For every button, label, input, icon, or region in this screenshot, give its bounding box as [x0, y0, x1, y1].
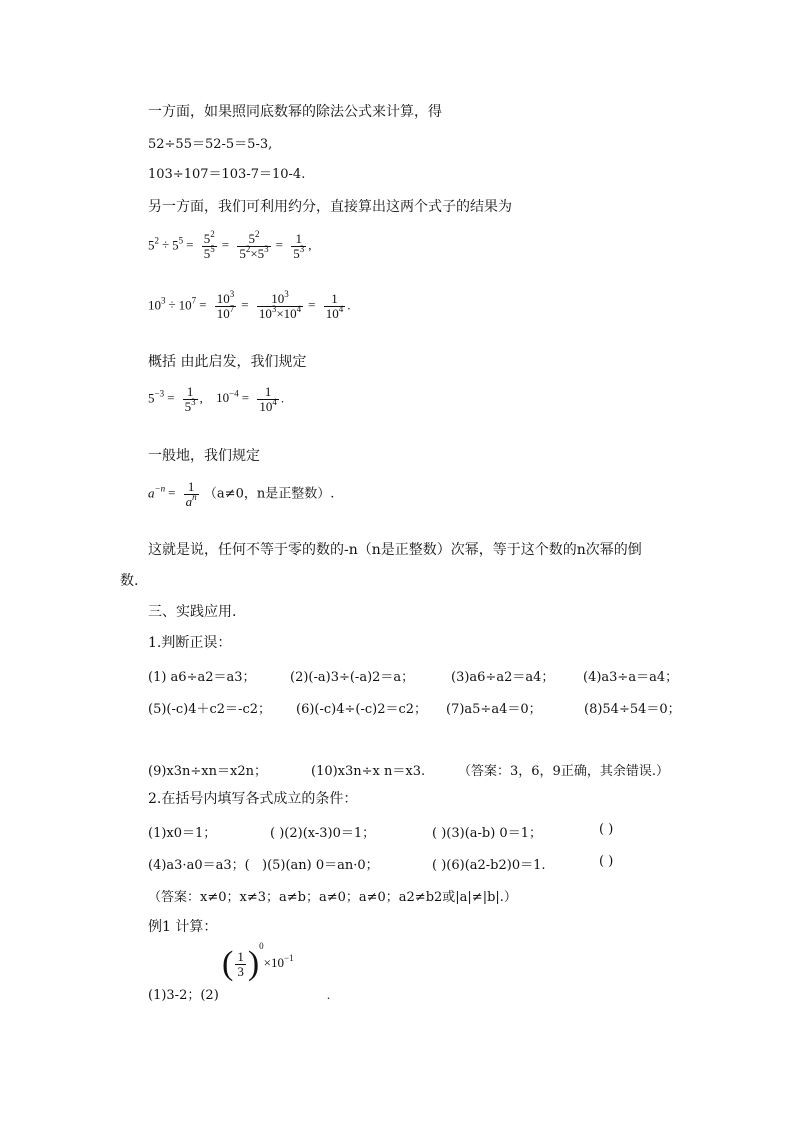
text-line-7b: 数. — [120, 573, 139, 589]
text-line-7a: 这就是说，任何不等于零的数的-n（n是正整数）次幂，等于这个数的n次幂的倒 — [148, 542, 642, 558]
formula-10-power-division: $10^3 \div 10^7$ = $\frac{10^3}{10^7}$ = $\frac{10^3}{10^3\times 10^4}$ = $\frac{1}{10^4}$ . — [148, 289, 351, 321]
q2-row1-a: (1)x0＝1； — [148, 826, 217, 841]
q1-item-9: (9)x3n÷xn＝x2n； — [148, 764, 267, 779]
text-line-4: 另一方面，我们可利用约分，直接算出这两个式子的结果为 — [148, 199, 512, 215]
q2-row2-b: )(5)(an) 0＝an·0； — [262, 858, 379, 873]
q1-item-5: (5)(-c)4＋c2＝-c2； — [148, 702, 271, 717]
text-line-3: 103÷107＝103-7＝10-4. — [148, 167, 306, 182]
q1-item-6: (6)(-c)4÷(-c)2＝c2； — [296, 702, 428, 717]
q2-row2-d: ( ) — [599, 854, 614, 869]
question-2-title: 2.在括号内填写各式成立的条件： — [148, 791, 358, 807]
formula-general-definition: $a^{-n}$ = $\frac{1}{a^n}$ （a≠0，n是正整数）. — [148, 479, 335, 509]
q1-item-8: (8)54÷54＝0； — [584, 702, 681, 717]
formula-5-power-division: $5^2 \div 5^5$ = $\frac{5^2}{5^5}$ = $\frac{5^2}{5^2\times 5^3}$ = $\frac{1}{5^3}$ , — [148, 229, 312, 261]
text-line-2: 52÷55＝52-5＝5-3, — [148, 137, 273, 152]
q2-row1-d: ( ) — [599, 822, 614, 837]
q1-item-3: (3)a6÷a2＝a4； — [451, 670, 555, 685]
question-1-title: 1.判断正误： — [148, 635, 232, 651]
q2-row2-a: (4)a3·a0＝a3；( — [148, 858, 250, 873]
example-1-title: 例1 计算： — [148, 919, 218, 935]
example-1-expression: (1)3-2；(2) ( $\frac{1}{3}$ )$^0\times 10^{-1}$ . — [148, 941, 331, 1003]
q1-answer: （答案：3，6，9正确，其余错误.） — [458, 764, 669, 779]
formula-negative-exponent-examples: $5^{-3}$ = $\frac{1}{5^3}$ , $10^{-4}$ = $\frac{1}{10^4}$ . — [148, 384, 285, 414]
q1-item-10: (10)x3n÷x n＝x3. — [311, 764, 426, 779]
q2-row1-c: ( )(3)(a-b) 0＝1； — [432, 826, 542, 841]
q1-item-2: (2)(-a)3÷(-a)2＝a； — [290, 670, 415, 685]
q1-item-1: (1) a6÷a2＝a3； — [148, 670, 256, 685]
q2-row1-b: ( )(2)(x-3)0＝1； — [270, 826, 376, 841]
q2-row2-c: ( )(6)(a2-b2)0＝1. — [432, 858, 546, 873]
section-heading-3: 三、实践应用. — [148, 604, 237, 620]
text-line-6: 一般地，我们规定 — [148, 448, 260, 464]
q1-item-4: (4)a3÷a＝a4； — [583, 670, 679, 685]
text-line-1: 一方面，如果照同底数幂的除法公式来计算，得 — [148, 104, 442, 120]
q2-answer: （答案：x≠0；x≠3；a≠b；a≠0；a≠0；a2≠b2或|a|≠|b|.） — [148, 890, 517, 905]
q1-item-7: (7)a5÷a4＝0； — [446, 702, 542, 717]
text-line-5: 概括 由此启发，我们规定 — [148, 354, 307, 370]
